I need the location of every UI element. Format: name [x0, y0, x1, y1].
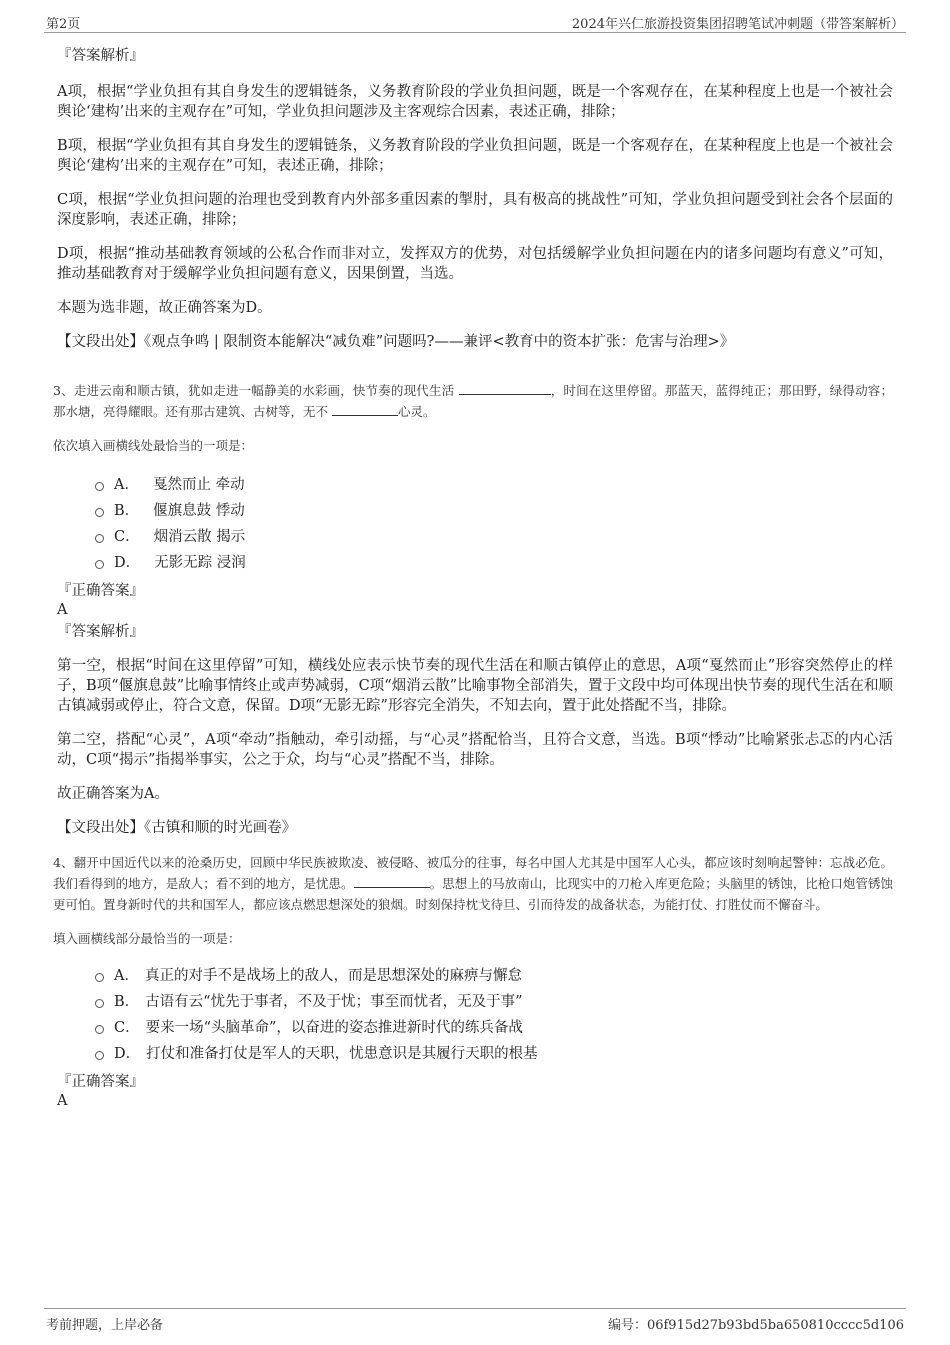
- answer-analysis-label: 『答案解析』: [57, 48, 144, 64]
- option-a[interactable]: A． 戛然而止 牵动: [95, 472, 893, 498]
- radio-icon[interactable]: [95, 1025, 104, 1034]
- document-title: 2024年兴仁旅游投资集团招聘笔试冲刺题（带答案解析）: [571, 17, 904, 32]
- correct-answer: A: [57, 602, 68, 618]
- question-4-options: [95, 963, 893, 1067]
- page-header: [44, 12, 906, 33]
- correct-answer-label: 『正确答案』: [57, 1074, 144, 1090]
- analysis-paragraph: 第二空，搭配“心灵”，A项“牵动”指触动，牵引动摇，与“心灵”搭配恰当，且符合文意，当选。B项“悸动”比喻紧张忐忑的内心活动，C项“揭示”指揭举事实，公之于众，均与“心灵”搭配不当，排除。: [57, 732, 893, 768]
- document-id: 编号：06f915d27b93bd5ba650810cccc5d106: [607, 1318, 904, 1333]
- option-d[interactable]: D． 无影无踪 浸润: [95, 550, 893, 576]
- analysis-paragraph: B项，根据“学业负担有其自身发生的逻辑链条，义务教育阶段的学业负担问题，既是一个客观存在，在某种程度上也是一个被社会舆论‘建构’出来的主观存在”可知，表述正确，排除；: [57, 138, 893, 174]
- question-3-prompt: 依次填入画横线处最恰当的一项是：: [53, 438, 254, 453]
- page-number: 第2页: [46, 17, 81, 32]
- correct-answer-label: 『正确答案』: [57, 583, 144, 599]
- question-4-text: 4、翻开中国近代以来的沧桑历史，回顾中华民族被欺凌、被侵略、被瓜分的往事，每名中国人尤其是中国军人心头，都应该时刻响起警钟：忘战必危。我们看得到的地方，是敌人；看不到的地方，是忧患。 。思想上的马放南山，比现实中的刀枪入库更危险；头脑里的锈蚀，比枪口炮管锈蚀更可怕。置身新时代的共和国军人，都应该点燃思想深处的狼烟。时刻保持枕戈待旦、引而待发的战备状态，为能打仗、打胜仗而不懈奋斗。: [53, 855, 893, 912]
- fill-blank: [354, 875, 430, 888]
- fill-blank: [459, 382, 551, 395]
- analysis-paragraph: C项，根据“学业负担问题的治理也受到教育内外部多重因素的掣肘，具有极高的挑战性”可知，学业负担问题受到社会各个层面的深度影响，表述正确，排除；: [57, 192, 893, 228]
- radio-icon[interactable]: [95, 999, 104, 1008]
- option-c[interactable]: C． 烟消云散 揭示: [95, 524, 893, 550]
- fill-blank: [332, 403, 398, 416]
- option-b[interactable]: B． 偃旗息鼓 悸动: [95, 498, 893, 524]
- option-a[interactable]: A． 真正的对手不是战场上的敌人，而是思想深处的麻痹与懈怠: [95, 963, 893, 989]
- radio-icon[interactable]: [95, 1051, 104, 1060]
- radio-icon[interactable]: [95, 482, 104, 491]
- analysis-conclusion: 本题为选非题，故正确答案为D。: [57, 300, 272, 316]
- passage-source: 【文段出处】《观点争鸣 | 限制资本能解决“减负难”问题吗?——兼评<教育中的资本扩张：危害与治理>》: [57, 334, 735, 350]
- analysis-conclusion: 故正确答案为A。: [57, 786, 169, 802]
- option-b[interactable]: B． 古语有云“忧先于事者，不及于忧；事至而忧者，无及于事”: [95, 989, 893, 1015]
- correct-answer: A: [57, 1093, 68, 1109]
- page-content: [53, 46, 893, 1113]
- analysis-paragraph: 第一空，根据“时间在这里停留”可知，横线处应表示快节奏的现代生活在和顺古镇停止的意思，A项“戛然而止”形容突然停止的样子，B项“偃旗息鼓”比喻事情终止或声势减弱，C项“烟消云散”比喻事物全部消失，置于文段中均可体现出快节奏的现代生活在和顺古镇减弱或停止，符合文意，保留。D项“无影无踪”形容完全消失，不知去向，置于此处搭配不当，排除。: [57, 658, 893, 714]
- radio-icon[interactable]: [95, 560, 104, 569]
- radio-icon[interactable]: [95, 973, 104, 982]
- option-c[interactable]: C． 要来一场“头脑革命”，以奋进的姿态推进新时代的练兵备战: [95, 1015, 893, 1041]
- analysis-paragraph: D项，根据“推动基础教育领域的公私合作而非对立，发挥双方的优势，对包括缓解学业负担问题在内的诸多问题均有意义”可知，推动基础教育对于缓解学业负担问题有意义，因果倒置，当选。: [57, 246, 893, 282]
- question-3-text: 3、走进云南和顺古镇，犹如走进一幅静美的水彩画，快节奏的现代生活 ，时间在这里停留。那蓝天，蓝得纯正；那田野，绿得动容；那水塘，亮得耀眼。还有那古建筑、古树等，无不 心灵。: [53, 383, 893, 419]
- question-3-options: [95, 472, 893, 576]
- question-4-prompt: 填入画横线部分最恰当的一项是：: [53, 931, 241, 946]
- option-d[interactable]: D． 打仗和准备打仗是军人的天职，忧患意识是其履行天职的根基: [95, 1041, 893, 1067]
- passage-source: 【文段出处】《古镇和顺的时光画卷》: [57, 820, 297, 836]
- page-footer: [44, 1308, 906, 1331]
- radio-icon[interactable]: [95, 534, 104, 543]
- analysis-paragraph: A项，根据“学业负担有其自身发生的逻辑链条，义务教育阶段的学业负担问题，既是一个客观存在，在某种程度上也是一个被社会舆论‘建构’出来的主观存在”可知，学业负担问题涉及主客观综合因素，表述正确，排除；: [57, 84, 893, 120]
- answer-analysis-label: 『答案解析』: [57, 624, 144, 640]
- radio-icon[interactable]: [95, 508, 104, 517]
- footer-slogan: 考前押题，上岸必备: [46, 1318, 164, 1333]
